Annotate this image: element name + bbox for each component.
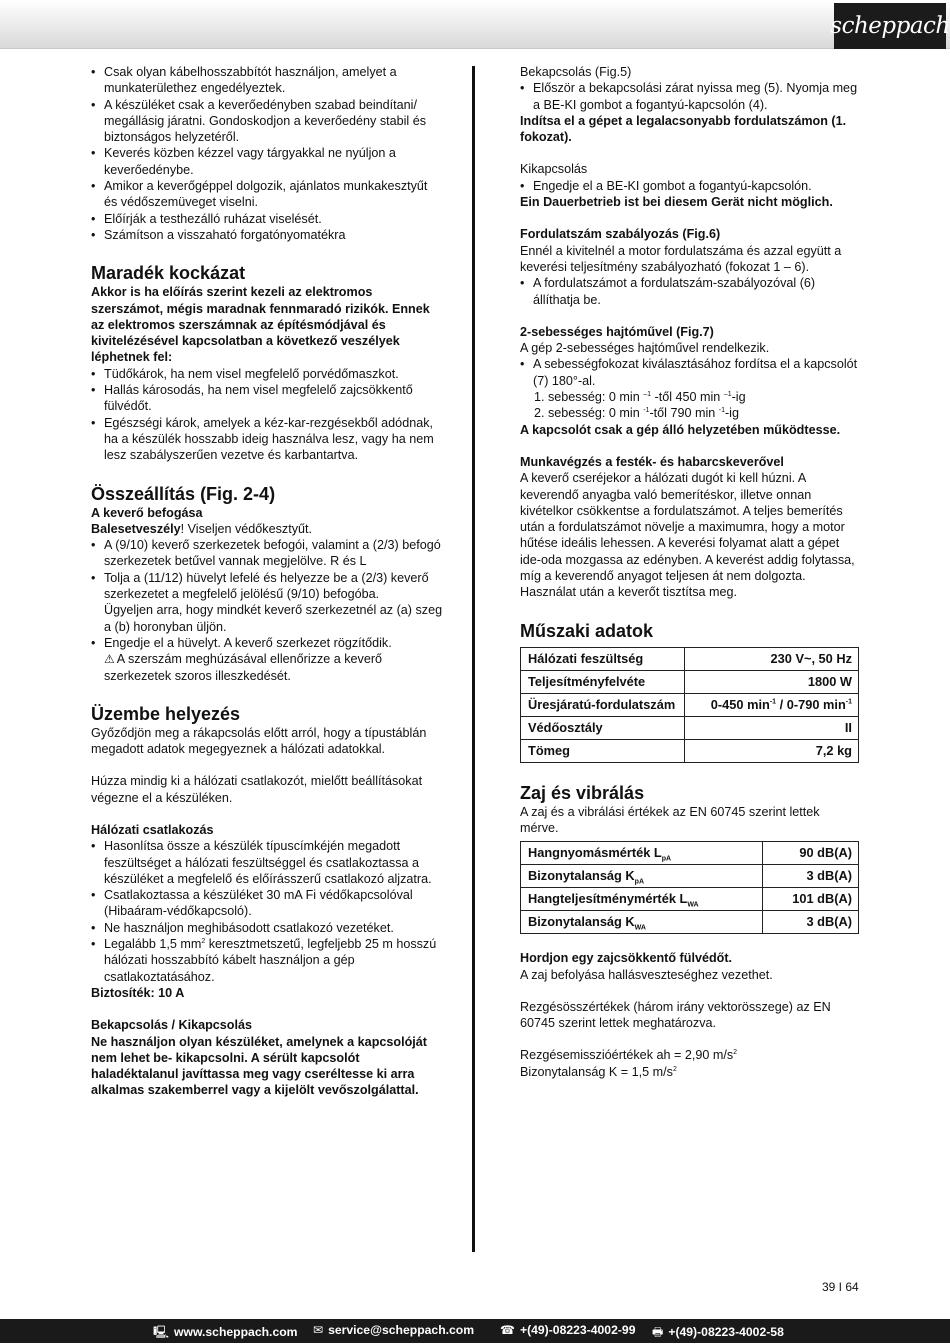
- header-bar: [0, 0, 950, 49]
- residual-risk-list: [91, 366, 443, 464]
- value-sup: -1: [845, 698, 852, 706]
- list-item: • Amikor a keverőgéppel dolgozik, ajánlatos munkakesztyűt és védőszemüveget viselni.: [91, 178, 443, 211]
- cable-text-a: Legalább 1,5 mm: [104, 937, 202, 952]
- speed-control-heading: Fordulatszám szabályozás (Fig.6): [520, 227, 721, 242]
- table-row: [521, 842, 859, 865]
- danger-label: Balesetveszély: [91, 521, 181, 536]
- gear-text: -ig: [724, 406, 739, 421]
- speed-control-text: Ennél a kivitelnél a motor fordulatszáma és azzal együtt a keverési teljesítmény szabályozható (fokozat 1 – 6).: [520, 243, 842, 274]
- table-row: [521, 865, 859, 888]
- noise-table: [520, 841, 859, 934]
- work-heading: Munkavégzés a festék- és habarcskeverővel: [520, 454, 784, 469]
- startup-paragraph: Győződjön meg a rákapcsolás előtt arról, hogy a típustáblán megadott adatok megegyeznek a hálózati adatokkal.: [91, 725, 427, 757]
- vibration-emission: [520, 1047, 860, 1063]
- table-row: [521, 739, 859, 762]
- footer-email[interactable]: [313, 1323, 474, 1337]
- ear-protection-note: Hordjon egy zajcsökkentő fülvédőt.: [520, 951, 733, 966]
- cable-text-b: keresztmetszetű, legfeljebb 25 m hosszú hálózati hosszabbító kábelt használjon a gép csatlakoztatásához.: [104, 937, 437, 984]
- footer-fax: [652, 1323, 784, 1344]
- table-cell-value: II: [685, 716, 859, 739]
- gear-text: -ig: [731, 390, 746, 405]
- gear-sup: –1: [643, 390, 652, 398]
- vib-text: Bizonytalanság K = 1,5 m/s: [520, 1064, 673, 1079]
- list-item: • Előírják a testhezálló ruházat viselését.: [91, 211, 443, 227]
- footer-email-text: service@scheppach.com: [328, 1323, 475, 1337]
- table-cell-value: 1800 W: [685, 670, 859, 693]
- gear-text: -től 450 min: [651, 390, 724, 405]
- assembly-step-text: Engedje el a hüvelyt. A keverő szerkezet rögzítődik.: [104, 635, 392, 650]
- mixer-mount-subheading: A keverő befogása: [91, 505, 203, 520]
- label-text: Hangnyomásmérték L: [528, 845, 662, 861]
- vibration-uncertainty: [520, 1064, 860, 1080]
- table-cell-value: [685, 693, 859, 716]
- mail-icon: ✉: [313, 1323, 324, 1337]
- value-sup: -1: [769, 698, 777, 706]
- table-cell-label: Tömeg: [521, 739, 685, 762]
- assembly-warning-text: A szerszám meghúzásával ellenőrizze a keverő szerkezetek szoros illeszkedését.: [104, 652, 383, 683]
- ear-protection-text: A zaj befolyása hallásveszteséghez vezethet.: [520, 967, 773, 982]
- list-item: • A fordulatszámot a fordulatszám-szabályozóval (6) állíthatja be.: [520, 275, 860, 308]
- gearbox-list: [520, 356, 860, 389]
- table-cell-value: 90 dB(A): [762, 842, 858, 865]
- list-item: • A (9/10) keverő szerkezetek befogói, valamint a (2/3) befogó szerkezetek betűvel vannak megjelölve. R és L: [91, 537, 443, 570]
- list-item: [91, 635, 443, 684]
- table-cell-value: 230 V~, 50 Hz: [685, 647, 859, 670]
- danger-line: [91, 521, 443, 537]
- label-text: Hangteljesítménymérték L: [528, 891, 688, 907]
- gear-speed-1: [520, 389, 860, 405]
- label-sub: pA: [634, 878, 645, 886]
- table-row: [521, 716, 859, 739]
- footer-phone: [500, 1323, 635, 1337]
- list-item: • A sebességfokozat kiválasztásához fordítsa el a kapcsolót (7) 180°-al.: [520, 356, 860, 389]
- table-row: [521, 888, 859, 911]
- list-item: • Csak olyan kábelhosszabbítót használjon, amelyet a munkaterülethez engedélyeztek.: [91, 64, 443, 97]
- startup-heading: Üzembe helyezés: [91, 703, 241, 724]
- gear-sup: –1: [723, 390, 732, 398]
- assembly-heading: Összeállítás (Fig. 2-4): [91, 483, 276, 504]
- list-item: • Egészségi károk, amelyek a kéz-kar-rezgésekből adódnak, ha a készülék hosszabb ideig használva lesz, vagy ha nem lesz szabályszerűen vezetve és karbantartva.: [91, 415, 443, 464]
- list-item: • Ne használjon meghibásodott csatlakozó vezetéket.: [91, 920, 443, 936]
- table-cell-value: 101 dB(A): [762, 888, 858, 911]
- right-column: [520, 64, 860, 1080]
- table-cell-value: 7,2 kg: [685, 739, 859, 762]
- footer-web[interactable]: [153, 1323, 298, 1344]
- switch-off-list: [520, 178, 860, 194]
- list-item: • Számítson a visszaható forgatónyomatékra: [91, 227, 443, 243]
- column-divider: [472, 66, 475, 1252]
- gear-text: -től 790 min: [649, 406, 719, 421]
- table-cell-label: [521, 865, 763, 888]
- list-item: • Hasonlítsa össze a készülék típuscímkéjén megadott feszültséget a hálózati feszültséggel és csatlakoztassa a készüléket a megfelelő és előírásszerű csatlakozó aljzatra.: [91, 838, 443, 887]
- gearbox-text: A gép 2-sebességes hajtóművel rendelkezik.: [520, 341, 770, 356]
- table-cell-value: 3 dB(A): [762, 911, 858, 934]
- left-column: [91, 64, 443, 1099]
- vib-text: Rezgésemisszióértékek ah = 2,90 m/s: [520, 1048, 734, 1063]
- gear-speed-2: [520, 405, 860, 421]
- mains-connection-heading: Hálózati csatlakozás: [91, 822, 214, 837]
- list-item: [91, 570, 443, 635]
- residual-risk-heading: Maradék kockázat: [91, 263, 246, 284]
- table-cell-value: 3 dB(A): [762, 865, 858, 888]
- assembly-step-note: Ügyeljen arra, hogy mindkét keverő szerkezetnél az (a) szeg a (b) horonyban üljön.: [104, 603, 443, 634]
- list-item: • A készüléket csak a keverőedényben szabad beindítani/ megállásig járatni. Gondoskodjon a keverőedény stabil és biztonságos helyzetéről.: [91, 97, 443, 146]
- list-item: • Engedje el a BE-KI gombot a fogantyú-kapcsolón.: [520, 178, 860, 194]
- footer-web-text: www.scheppach.com: [174, 1325, 298, 1339]
- mains-list: [91, 838, 443, 985]
- table-cell-label: Teljesítményfelvéte: [521, 670, 685, 693]
- onoff-heading: Bekapcsolás / Kikapcsolás: [91, 1018, 253, 1033]
- gearbox-note: A kapcsolót csak a gép álló helyzetében működtesse.: [520, 422, 841, 437]
- list-item: • Hallás károsodás, ha nem visel megfelelő zajcsökkentő fülvédőt.: [91, 382, 443, 415]
- table-row: [521, 670, 859, 693]
- onoff-warning: Ne használjon olyan készüléket, amelynek a kapcsolóját nem lehet be- kikapcsolni. A sérült kapcsolót haladéktalanul javíttassa meg vagy cseréltesse ki arra alkalmas szakemberrel vagy a kijelölt vevőszolgálattal.: [91, 1034, 427, 1098]
- gearbox-heading: 2-sebességes hajtóművel (Fig.7): [520, 324, 714, 339]
- table-cell-label: [521, 911, 763, 934]
- assembly-list: [91, 537, 443, 684]
- table-cell-label: Hálózati feszültség: [521, 647, 685, 670]
- table-cell-label: [521, 888, 763, 911]
- table-cell-label: Üresjáratú-fordulatszám: [521, 693, 685, 716]
- label-sub: WA: [687, 901, 699, 909]
- startup-paragraph: Húzza mindig ki a hálózati csatlakozót, mielőtt beállításokat végezne el a készüléken.: [91, 774, 423, 805]
- table-row: [521, 693, 859, 716]
- switch-on-heading: Bekapcsolás (Fig.5): [520, 65, 632, 79]
- label-sub: pA: [661, 855, 672, 863]
- computer-icon: 🖳: [153, 1325, 170, 1339]
- speed-control-list: [520, 275, 860, 308]
- fax-icon: 🖶: [652, 1325, 664, 1339]
- list-item: [91, 936, 443, 985]
- phone-icon: ☎: [500, 1323, 515, 1337]
- label-sub: WA: [634, 924, 646, 932]
- gear-text: 1. sebesség: 0 min: [534, 390, 644, 405]
- table-cell-label: [521, 842, 763, 865]
- footer-phone-text: +(49)-08223-4002-99: [519, 1323, 636, 1337]
- scheppach-logo: scheppach: [834, 3, 946, 49]
- switch-on-note: Indítsa el a gépet a legalacsonyabb fordulatszámon (1. fokozat).: [520, 113, 847, 145]
- intro-bullet-list: [91, 64, 443, 243]
- danger-text: ! Viseljen védőkesztyűt.: [180, 521, 312, 536]
- page-number: 39 I 64: [822, 1280, 859, 1294]
- warning-icon: ⚠: [104, 652, 115, 667]
- switch-on-list: [520, 80, 860, 113]
- tech-data-heading: Műszaki adatok: [520, 620, 654, 641]
- value-text: / 0-790 min: [776, 696, 846, 712]
- tech-data-table: [520, 647, 859, 763]
- footer-fax-text: +(49)-08223-4002-58: [668, 1325, 784, 1339]
- gear-sup: -1: [643, 407, 650, 415]
- cable-superscript: 2: [201, 937, 206, 945]
- list-item: • Tüdőkárok, ha nem visel megfelelő porvédőmaszkot.: [91, 366, 443, 382]
- list-item: • Először a bekapcsolási zárat nyissa meg (5). Nyomja meg a BE-KI gombot a fogantyú-kapcsolón (4).: [520, 80, 860, 113]
- label-text: Bizonytalanság K: [528, 914, 635, 930]
- footer-bar: [0, 1319, 950, 1343]
- gear-sup: -1: [718, 407, 725, 415]
- work-text: A keverő cseréjekor a hálózati dugót ki kell húzni. A keverendő anyagba való bemerítéskor, illetve onnan kivételkor csökkentse a fordulatszámot. A teljes bemerítés után a fordulatszámot növelje a maximumra, hogy a motor hűtése ideális lehessen. A keverési folyamat alatt a gépet ide-oda mozgassa az edényben. A keverést addig folytassa, míg a keverendő anyagot teljesen át nem dolgozta. Használat után a keverőt tisztítsa meg.: [520, 471, 855, 600]
- list-item: • Csatlakoztassa a készüléket 30 mA Fi védőkapcsolóval (Hibaáram-védőkapcsoló).: [91, 887, 443, 920]
- label-text: Bizonytalanság K: [528, 868, 635, 884]
- table-row: [521, 911, 859, 934]
- residual-risk-intro: Akkor is ha előírás szerint kezeli az elektromos szerszámot, mégis maradnak fennmaradó rizikók. Ennek az elektromos szerszámnak az építésmódjával és kivitelézésével kapcsolatban a következő veszélyek léphetnek fel:: [91, 285, 430, 365]
- assembly-step-text: Tolja a (11/12) hüvelyt lefelé és helyezze be a (2/3) keverő szerkezetet a megfelelő jelölésű (9/10) befogóba.: [104, 570, 429, 602]
- noise-heading: Zaj és vibrálás: [520, 782, 645, 803]
- gear-text: 2. sebesség: 0 min: [534, 406, 644, 421]
- noise-text: A zaj és a vibrálási értékek az EN 60745 szerint lettek mérve.: [520, 804, 820, 835]
- vib-sup: 2: [672, 1065, 677, 1073]
- switch-off-heading: Kikapcsolás: [520, 162, 588, 177]
- fuse-rating: Biztosíték: 10 A: [91, 985, 185, 1000]
- value-text: 0-450 min: [710, 696, 770, 712]
- table-row: [521, 647, 859, 670]
- switch-off-note: Ein Dauerbetrieb ist bei diesem Gerät nicht möglich.: [520, 195, 833, 210]
- table-cell-label: Védőosztály: [521, 716, 685, 739]
- vib-sup: 2: [733, 1049, 738, 1057]
- vibration-text: Rezgésösszértékek (három irány vektorösszege) az EN 60745 szerint lettek meghatározva.: [520, 999, 831, 1031]
- list-item: • Keverés közben kézzel vagy tárgyakkal ne nyúljon a keverőedénybe.: [91, 145, 443, 178]
